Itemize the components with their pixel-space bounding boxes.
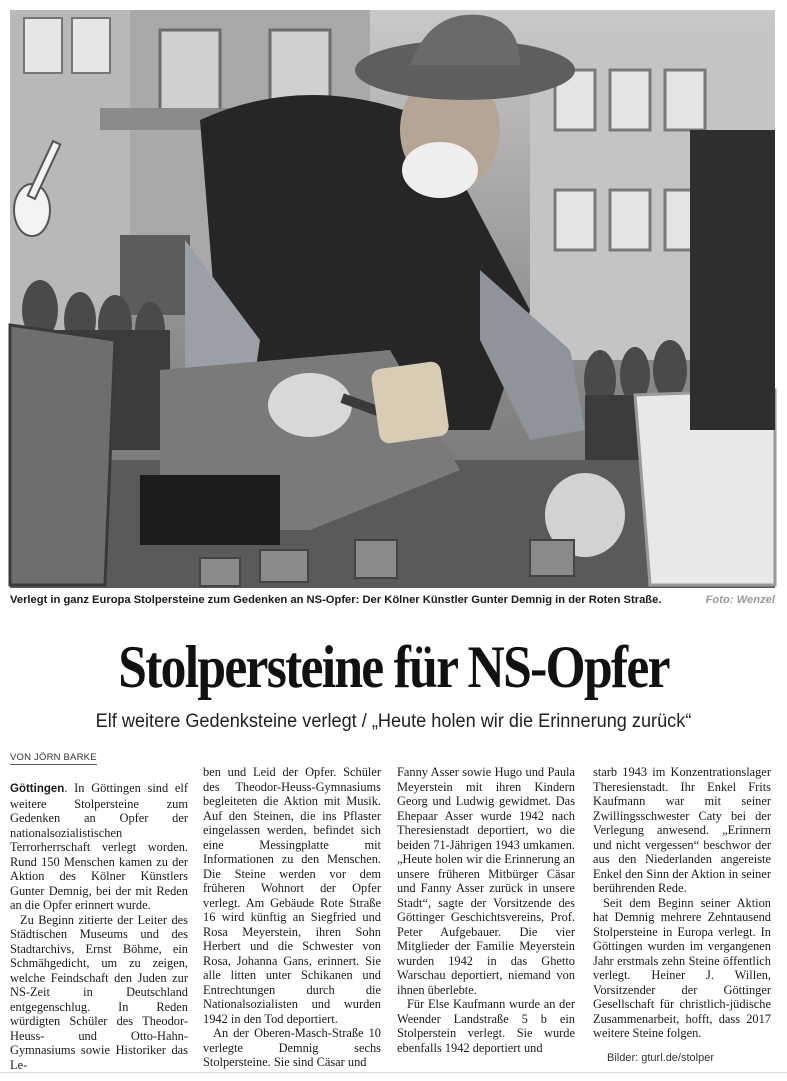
byline: VON JÖRN BARKE	[10, 752, 97, 763]
paragraph: ben und Leid der Opfer. Schüler des Theodor-Heuss-Gymnasiums begleiteten die Aktion mit Musik. Auf den Steinen, die ins Pflaster eingelassen werden, befindet sich eine Messingplatte mit Informationen zu den Menschen. Die Steine werden vor dem früheren Wohnort der Opfer verlegt. Am Gebäude Rote Straße 16 wird künftig an Siegfried und Rosa Meyerstein, ihren Sohn Herbert und die Schwester von Rosa, Johanna Gans, erinnert. Sie alle litten unter Schikanen und Entrechtungen durch die Nationalsozialisten und wurden 1942 in den Tod deportiert.	[203, 765, 381, 1026]
paragraph: Seit dem Beginn seiner Aktion hat Demnig mehrere Zehntausend Stolpersteine in Europa verlegt. In Göttingen wurden im vergangenen Jahr erstmals zehn Steine öffentlich verlegt. Heiner J. Willen, Vorsitzender der Göttinger Gesellschaft für christlich-jüdische Zusammenarbeit, hofft, dass 2017 weitere Steine folgen.	[593, 895, 771, 1040]
divider	[0, 1072, 787, 1073]
paragraph: Für Else Kaufmann wurde an der Weender Landstraße 5 b ein Stolperstein verlegt. Sie wurde ebenfalls 1942 deportiert und	[397, 997, 575, 1055]
paragraph: starb 1943 im Konzentrationslager Theresienstadt. Ihr Enkel Frits Kaufmann war mit seiner Zwillingsschwester Caty bei der Verlegung anwesend. „Erinnern und nicht vergessen“ beschwor der aus den Niederlanden angereiste Enkel den Sinn der Aktion in seiner berührenden Rede.	[593, 765, 771, 895]
image-credit-link[interactable]: Bilder: gturl.de/stolper	[607, 1052, 714, 1064]
hat-icon	[355, 15, 575, 100]
text-column-1	[10, 781, 188, 1081]
subheadline: Elf weitere Gedenksteine verlegt / „Heute holen wir die Erinnerung zurück“	[95, 710, 692, 732]
headline: Stolpersteine für NS-Opfer	[118, 634, 669, 700]
photo-caption: Verlegt in ganz Europa Stolpersteine zum Gedenken an NS-Opfer: Der Kölner Künstler Gunter Demnig in der Roten Straße.	[10, 594, 662, 606]
photo-illustration	[10, 10, 775, 588]
paragraph: Zu Beginn zitierte der Leiter des Städtischen Museums und des Stadtarchivs, Ernst Böhme, ein Schmähgedicht, um zu zeigen, welche Feindschaft den Juden zur NS-Zeit in Deutschland entgegenschlug. In Reden würdigten Schüler des Theodor-Heuss- und Otto-Hahn-Gymnasiums sowie Historiker das Le-	[10, 912, 188, 1072]
article-photo	[10, 10, 775, 588]
text-column-4	[593, 765, 771, 1040]
paragraph: Fanny Asser sowie Hugo und Paula Meyerstein mit ihren Kindern Georg und Ludwig gewidmet. Das Ehepaar Asser wurde 1942 nach Theresienstadt deportiert, wo die beiden 71-Jährigen 1943 umkamen. „Heute holen wir die Erinnerung an unsere früheren Mitbürger Cäsar und Fanny Asser zurück in unsere Stadt“, sagte der Vorsitzende des Göttinger Geschichtsvereins, Prof. Peter Aufgebauer. Die vier Mitglieder der Familie Meyerstein wurden 1942 in das Ghetto Warschau deportiert, niemand von ihnen überlebte.	[397, 765, 575, 997]
dateline: Göttingen	[10, 783, 65, 795]
photo-credit: Foto: Wenzel	[700, 594, 775, 606]
paragraph	[10, 781, 188, 913]
paragraph: An der Oberen-Masch-Straße 10 verlegte Demnig sechs Stolpersteine. Sie sind Cäsar und	[203, 1026, 381, 1069]
paragraph-text: . In Göttingen sind elf weitere Stolpersteine zum Gedenken an Opfer der nationalsozialistischen Terrorherrschaft verlegt worden. Rund 150 Menschen kamen zu der Aktion des Kölner Künstlers Gunter Demnig, bei der mit Reden an die Opfer erinnert wurde.	[10, 781, 188, 912]
text-column-3	[397, 765, 575, 1065]
text-column-2	[203, 765, 381, 1069]
